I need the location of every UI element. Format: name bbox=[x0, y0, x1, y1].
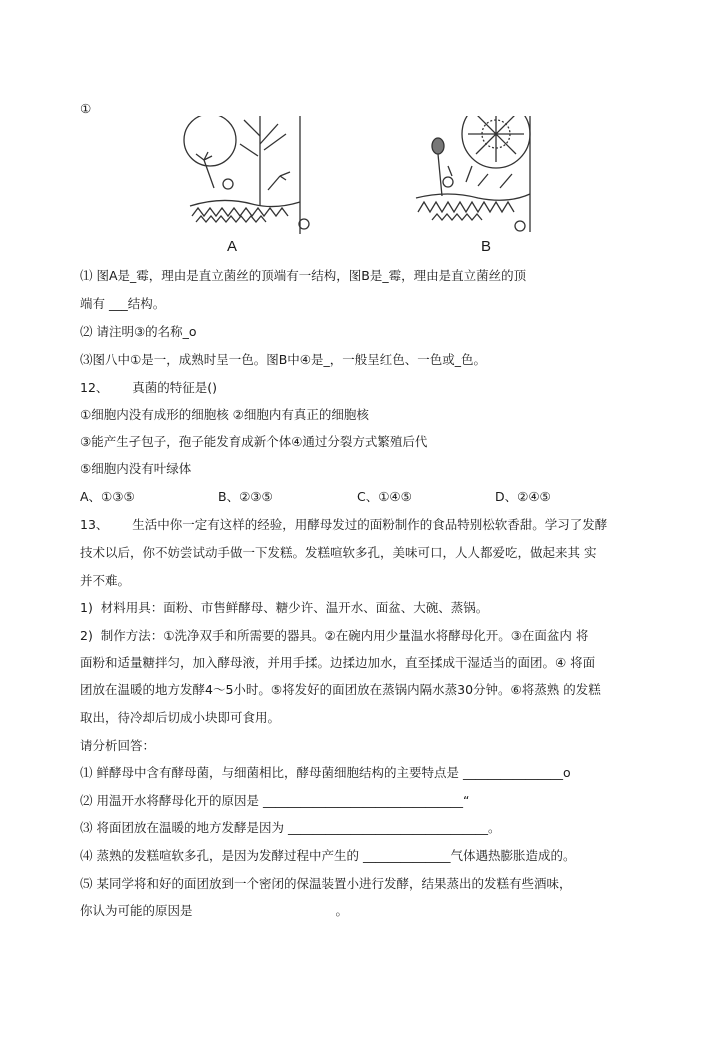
q13-method-4: 取出，待冷却后切成小块即可食用。 bbox=[80, 710, 281, 725]
q13-answer-3: ⑶ 将面团放在温暖的地方发酵是因为 ________________________________。 bbox=[80, 820, 501, 835]
q12-statement-3: ⑤细胞内没有叶绿体 bbox=[80, 461, 192, 476]
q12-statement-2: ③能产生孑包子，孢子能发育成新个体④通过分裂方式繁殖后代 bbox=[80, 434, 428, 449]
q13-method-3: 团放在温暖的地方发酵4～5小时。⑤将发好的面团放在蒸锅内隔水蒸30分钟。⑥将蒸熟 的发糕 bbox=[80, 682, 601, 697]
q12-option-d: D、②④⑤ bbox=[495, 489, 551, 504]
q12-title: 12、 真菌的特征是() bbox=[80, 380, 217, 395]
figure-a-label: A bbox=[227, 238, 238, 255]
q13-method-2: 面粉和适量糖拌匀，加入酵母液，并用手揉。边揉边加水，直至揉成干湿适当的面团。④ 将面 bbox=[80, 655, 596, 670]
q12-option-a: A、①③⑤ bbox=[80, 489, 135, 504]
figure-a-mold bbox=[182, 116, 312, 236]
q11-line-3: ⑵ 请注明③的名称_o bbox=[80, 324, 197, 339]
q12-option-b: B、②③⑤ bbox=[218, 489, 273, 504]
top-marker: ① bbox=[80, 101, 92, 116]
q13-answer-2: ⑵ 用温开水将酵母化开的原因是 ________________________________“ bbox=[80, 793, 470, 808]
q13-para-3: 并不难。 bbox=[80, 573, 131, 588]
q13-method-1: 2) 制作方法：①洗净双手和所需要的器具。②在碗内用少量温水将酵母化开。③在面盆内 将 bbox=[80, 628, 589, 643]
figure-b-label: B bbox=[481, 238, 492, 255]
q13-answer-5: ⑸ 某同学将和好的面团放到一个密闭的保温装置小进行发酵，结果蒸出的发糕有些酒味， bbox=[80, 876, 572, 891]
q13-answer-6: 你认为可能的原因是 。 bbox=[80, 903, 349, 918]
q13-answer-4: ⑷ 蒸熟的发糕喧软多孔，是因为发酵过程中产生的 ______________气体遇热膨胀造成的。 bbox=[80, 848, 576, 863]
q13-para-2: 技术以后，你不妨尝试动手做一下发糕。发糕喧软多孔，美味可口，人人都爱吃，做起来其 实 bbox=[80, 545, 597, 560]
q12-statement-1: ①细胞内没有成形的细胞核 ②细胞内有真正的细胞核 bbox=[80, 407, 369, 422]
q11-line-1: ⑴ 图A是_霉，理由是直立菌丝的顶端有一结构，图B是_霉，理由是直立菌丝的顶 bbox=[80, 268, 527, 283]
q13-para-1: 13、 生活中你一定有这样的经验，用酵母发过的面粉制作的食品特别松软香甜。学习了发酵 bbox=[80, 517, 608, 532]
q13-materials: 1) 材料用具：面粉、市售鲜酵母、糖少许、温开水、面盆、大碗、蒸锅。 bbox=[80, 600, 489, 615]
q13-answer-1: ⑴ 鲜酵母中含有酵母菌，与细菌相比，酵母菌细胞结构的主要特点是 ________________o bbox=[80, 765, 571, 780]
q11-line-2: 端有 ___结构。 bbox=[80, 296, 166, 311]
figure-b-mold bbox=[408, 116, 548, 236]
q12-option-c: C、①④⑤ bbox=[357, 489, 412, 504]
q11-line-4: ⑶图八中①是一，成熟时呈一色。图B中④是_，一般呈红色、一色或_色。 bbox=[80, 352, 486, 367]
q13-ask: 请分析回答： bbox=[80, 738, 156, 753]
